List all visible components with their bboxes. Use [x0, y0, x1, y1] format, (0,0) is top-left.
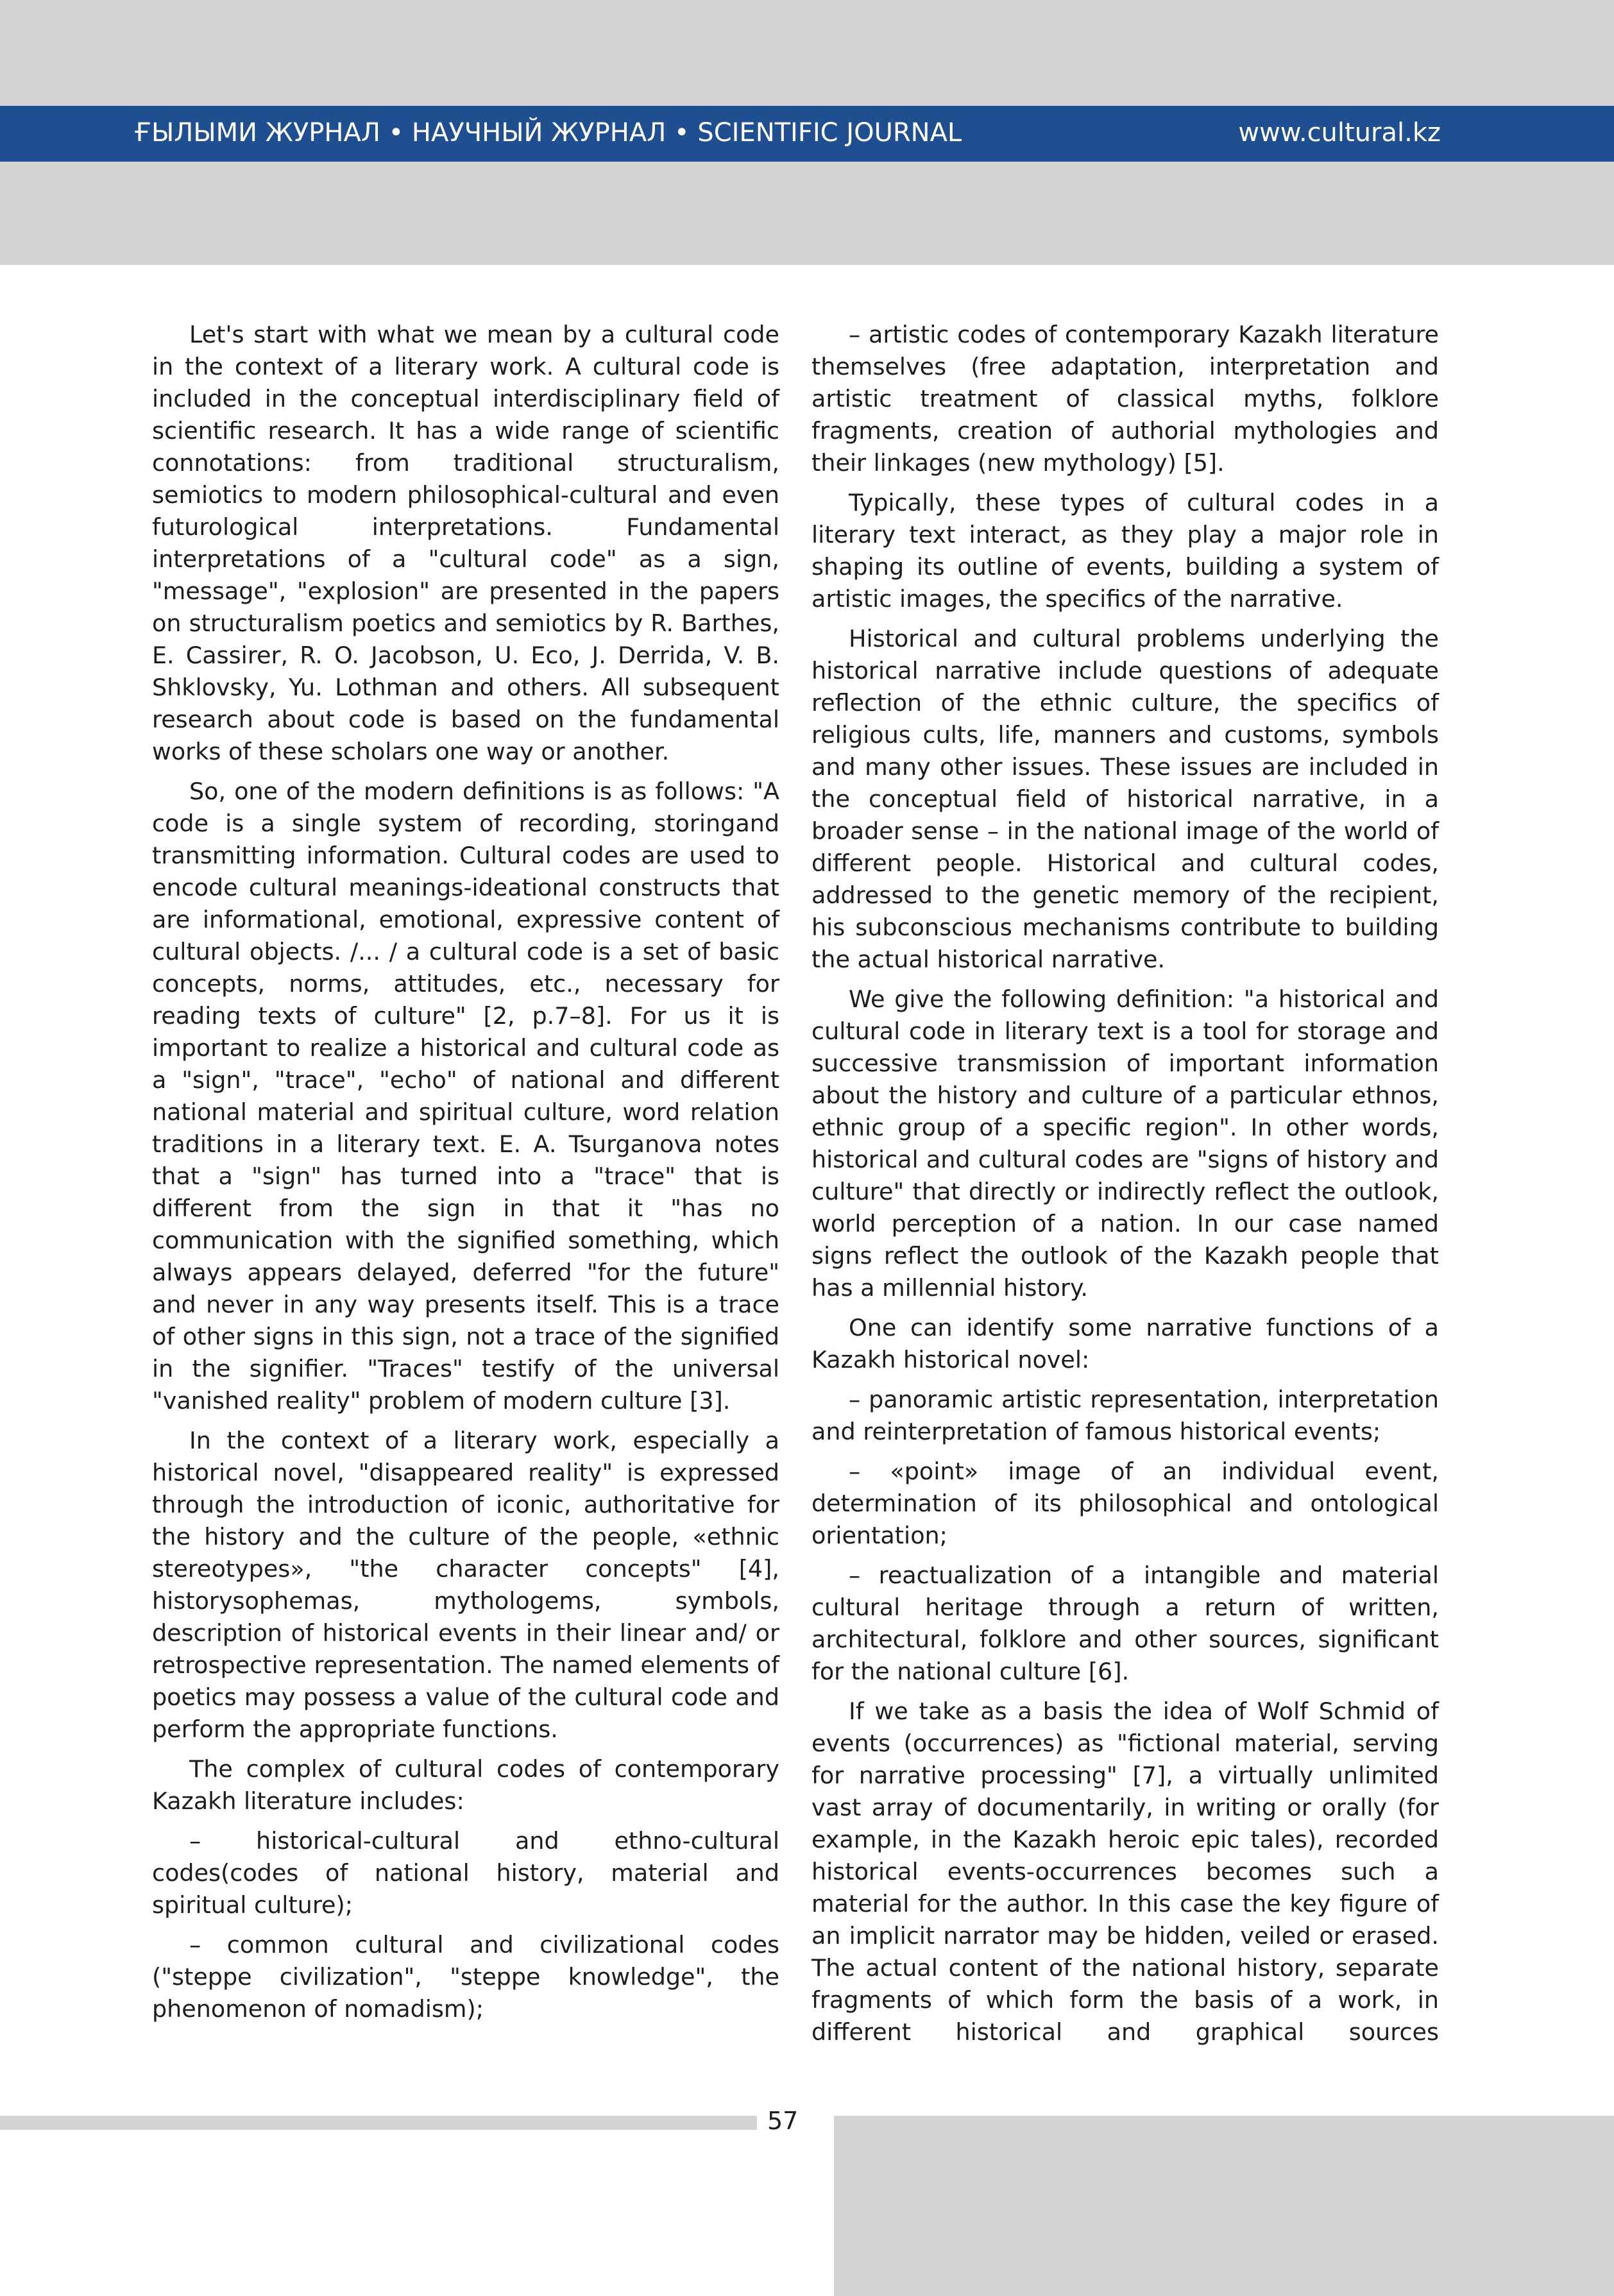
- paragraph: One can identify some narrative functions of a Kazakh historical novel:: [811, 1314, 1439, 1373]
- left-column: [152, 319, 779, 2033]
- paragraph: Historical and cultural problems underlying the historical narrative include questions of adequate reflection of the ethnic culture, the specifics of religious cults, life, manners and customs, symbols and many other issues. These issues are included in the conceptual field of historical narrative, in a broader sense – in the national image of the world of different people. Historical and cultural codes, addressed to the genetic memory of the recipient, his subconscious mechanisms contribute to building the actual historical narrative.: [811, 625, 1439, 973]
- journal-title: ҒЫЛЫМИ ЖУРНАЛ • НАУЧНЫЙ ЖУРНАЛ • SCIENTIFIC JOURNAL: [134, 118, 962, 148]
- paragraph: The complex of cultural codes of contemporary Kazakh literature includes:: [152, 1755, 779, 1815]
- journal-header-band: [0, 106, 1614, 162]
- journal-website[interactable]: www.cultural.kz: [1238, 118, 1441, 148]
- list-item: – historical-cultural and ethno-cultural codes(codes of national history, material and spiritual culture);: [152, 1827, 779, 1919]
- paragraph: We give the following definition: "a historical and cultural code in literary text is a tool for storage and successive transmission of important information about the history and culture of a particular ethnos, ethnic group of a specific region". In other words, historical and cultural codes are "signs of history and culture" that directly or indirectly reflect the outlook, world perception of a nation. In our case named signs reflect the outlook of the Kazakh people that has a millennial history.: [811, 985, 1439, 1302]
- paragraph: So, one of the modern definitions is as follows: "A code is a single system of recording, storingand transmitting information. Cultural codes are used to encode cultural meanings-ideational constructs that are informational, emotional, expressive content of cultural objects. /... / a cultural code is a set of basic concepts, norms, attitudes, etc., necessary for reading texts of culture" [2, p.7–8]. For us it is important to realize a historical and cultural code as a "sign", "trace", "echo" of national and different national material and spiritual culture, word relation traditions in a literary text. E. A. Tsurganova notes that a "sign" has turned into a "trace" that is different from the sign in that it "has no communication with the signified something, which always appears delayed, deferred "for the future" and never in any way presents itself. This is a trace of other signs in this sign, not a trace of the signified in the signifier. "Traces" testify of the universal "vanished reality" problem of modern culture [3].: [152, 778, 779, 1415]
- right-column: [811, 319, 1439, 2056]
- list-item: – reactualization of a intangible and material cultural heritage through a return of written, architectural, folklore and other sources, significant for the national culture [6].: [811, 1561, 1439, 1685]
- paragraph: Typically, these types of cultural codes in a literary text interact, as they play a major role in shaping its outline of events, building a system of artistic images, the specifics of the narrative.: [811, 489, 1439, 613]
- footer-block: [834, 2116, 1614, 2296]
- footer-bar: [0, 2116, 757, 2130]
- list-item: – common cultural and civilizational codes ("steppe civilization", "steppe knowledge", the phenomenon of nomadism);: [152, 1931, 779, 2023]
- list-item: – «point» image of an individual event, determination of its philosophical and ontological orientation;: [811, 1458, 1439, 1549]
- paragraph: Let's start with what we mean by a cultural code in the context of a literary work. A cultural code is included in the conceptual interdisciplinary field of scientific research. It has a wide range of scientific connotations: from traditional structuralism, semiotics to modern philosophical-cultural and even futurological interpretations. Fundamental interpretations of a "cultural code" as a sign, "message", "explosion" are presented in the papers on structuralism poetics and semiotics by R. Barthes, E. Cassirer, R. O. Jacobson, U. Eco, J. Derrida, V. B. Shklovsky, Yu. Lothman and others. All subsequent research about code is based on the fundamental works of these scholars one way or another.: [152, 321, 779, 765]
- paragraph: If we take as a basis the idea of Wolf Schmid of events (occurrences) as "fictional material, serving for narrative processing" [7], a virtually unlimited vast array of documentarily, in writing or orally (for example, in the Kazakh heroic epic tales), recorded historical events-occurrences becomes such a material for the author. In this case the key figure of an implicit narrator may be hidden, veiled or erased. The actual content of the national history, separate fragments of which form the basis of a work, in different historical and graphical sources: [811, 1697, 1439, 2046]
- paragraph: In the context of a literary work, especially a historical novel, "disappeared reality" is expressed through the introduction of iconic, authoritative for the history and the culture of the people, «ethnic stereotypes», "the character concepts" [4], historysophemas, mythologems, symbols, description of historical events in their linear and/ or retrospective representation. The named elements of poetics may possess a value of the cultural code and perform the appropriate functions.: [152, 1427, 779, 1743]
- list-item: – artistic codes of contemporary Kazakh literature themselves (free adaptation, interpretation and artistic treatment of classical myths, folklore fragments, creation of authorial mythologies and their linkages (new mythology) [5].: [811, 321, 1439, 477]
- list-item: – panoramic artistic representation, interpretation and reinterpretation of famous historical events;: [811, 1386, 1439, 1445]
- page-number: 57: [767, 2107, 799, 2135]
